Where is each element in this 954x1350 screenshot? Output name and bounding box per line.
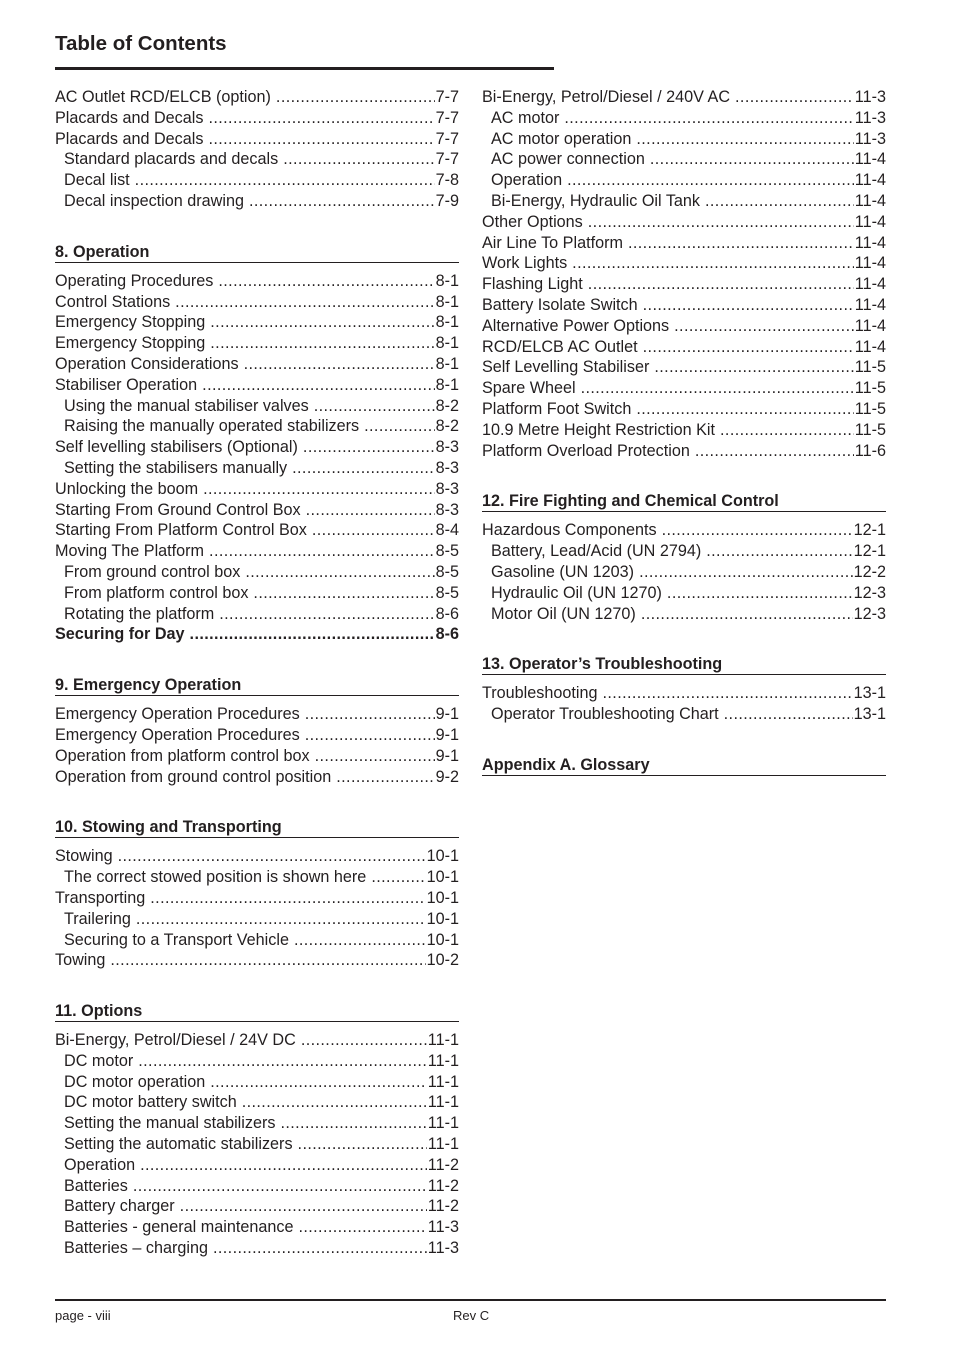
toc-entry[interactable]: [482, 378, 886, 399]
dot-leader: [301, 1030, 427, 1051]
footer-revision: Rev C: [453, 1308, 490, 1323]
dot-leader: [219, 604, 434, 625]
toc-entry-label: Alternative Power Options: [482, 316, 670, 335]
dot-leader: [667, 583, 853, 604]
toc-entry[interactable]: [55, 129, 459, 150]
toc-entry-label: AC Outlet RCD/ELCB (option): [55, 88, 271, 106]
dot-leader: [283, 149, 434, 170]
toc-entry[interactable]: [55, 479, 459, 500]
toc-entry-label: Decal list: [64, 171, 130, 190]
toc-entry[interactable]: [482, 683, 886, 704]
toc-entry-page: 11-4: [854, 337, 886, 356]
toc-entry[interactable]: [482, 170, 886, 191]
dot-leader: [110, 950, 425, 971]
toc-entry[interactable]: [55, 888, 459, 909]
toc-entry-page: 10-1: [426, 930, 459, 949]
dot-leader: [695, 441, 854, 462]
toc-entry-label: Emergency Operation Procedures: [55, 705, 300, 724]
dot-leader: [242, 1092, 427, 1113]
dot-leader: [202, 375, 434, 396]
toc-entry-page: 10-1: [426, 847, 459, 866]
toc-entry-label: Starting From Ground Control Box: [55, 500, 301, 519]
section-heading[interactable]: Appendix A. Glossary: [482, 755, 886, 776]
toc-entry-label: Rotating the platform: [64, 604, 215, 623]
toc-entry-page: 9-2: [435, 767, 459, 786]
toc-entry-label: Batteries - general maintenance: [64, 1218, 294, 1237]
dot-leader: [210, 312, 434, 333]
toc-entry[interactable]: [482, 337, 886, 358]
toc-entry[interactable]: [55, 1217, 459, 1238]
toc-entry[interactable]: [55, 624, 459, 645]
toc-entry-label: Bi-Energy, Hydraulic Oil Tank: [491, 191, 701, 210]
toc-entry-page: 9-1: [435, 705, 459, 724]
dot-leader: [253, 583, 434, 604]
page-title: Table of Contents: [55, 32, 227, 55]
dot-leader: [135, 170, 435, 191]
toc-entry[interactable]: [482, 253, 886, 274]
toc-entry-label: Placards and Decals: [55, 108, 204, 127]
toc-entry[interactable]: [482, 441, 886, 462]
dot-leader: [641, 604, 853, 625]
toc-entry-label: Operating Procedures: [55, 271, 214, 290]
toc-entry[interactable]: [55, 1155, 459, 1176]
toc-entry[interactable]: [55, 704, 459, 725]
toc-entry-page: 8-5: [435, 562, 459, 581]
toc-entry-label: Air Line To Platform: [482, 233, 623, 252]
footer-page-number: page - viii: [55, 1308, 111, 1323]
toc-entry-page: 12-3: [853, 583, 886, 602]
toc-entry[interactable]: [55, 520, 459, 541]
title-rule: [55, 67, 554, 70]
dot-leader: [706, 541, 852, 562]
toc-entry[interactable]: [55, 437, 459, 458]
toc-entry-page: 11-3: [854, 108, 886, 127]
toc-entry[interactable]: [482, 274, 886, 295]
toc-entry-label: Bi-Energy, Petrol/Diesel / 24V DC: [55, 1031, 296, 1050]
dot-leader: [588, 274, 854, 295]
toc-entry[interactable]: [55, 458, 459, 479]
toc-entry[interactable]: [55, 846, 459, 867]
section-heading[interactable]: 13. Operator’s Troubleshooting: [482, 654, 886, 675]
toc-entry-page: 8-1: [435, 375, 459, 394]
dot-leader: [210, 333, 434, 354]
dot-leader: [298, 1217, 426, 1238]
toc-entry-page: 8-3: [435, 500, 459, 519]
toc-entry[interactable]: [55, 396, 459, 417]
dot-leader: [140, 1155, 427, 1176]
dot-leader: [628, 233, 854, 254]
toc-entry[interactable]: [55, 333, 459, 354]
toc-entry-label: Platform Foot Switch: [482, 399, 632, 418]
toc-entry-page: 11-1: [427, 1135, 459, 1154]
section-heading[interactable]: 9. Emergency Operation: [55, 675, 459, 696]
toc-entry-label: Operation from ground control position: [55, 767, 332, 786]
toc-entry[interactable]: [482, 704, 886, 725]
dot-leader: [581, 378, 854, 399]
toc-entry-label: Battery charger: [64, 1197, 175, 1216]
toc-entry-label: Batteries – charging: [64, 1239, 208, 1258]
toc-entry-page: 11-4: [854, 212, 886, 231]
toc-entry-label: Emergency Stopping: [55, 334, 206, 353]
toc-entry[interactable]: [55, 375, 459, 396]
toc-entry-label: Self levelling stabilisers (Optional): [55, 438, 298, 457]
toc-entry-page: 11-3: [854, 129, 886, 148]
dot-leader: [314, 396, 435, 417]
toc-entry-label: Gasoline (UN 1203): [491, 562, 635, 581]
toc-entry-label: Starting From Platform Control Box: [55, 521, 307, 540]
section-heading[interactable]: 10. Stowing and Transporting: [55, 817, 459, 838]
toc-entry[interactable]: [482, 108, 886, 129]
toc-entry-page: 10-1: [426, 868, 459, 887]
toc-entry-page: 11-4: [854, 233, 886, 252]
toc-entry-label: Emergency Operation Procedures: [55, 725, 300, 744]
dot-leader: [636, 129, 853, 150]
dot-leader: [210, 1072, 427, 1093]
dot-leader: [306, 500, 435, 521]
toc-entry-page: 8-6: [435, 604, 459, 623]
toc-entry[interactable]: [55, 604, 459, 625]
toc-entry-label: The correct stowed position is shown here: [64, 868, 367, 887]
toc-entry-label: Stabiliser Operation: [55, 375, 198, 394]
toc-entry-page: 7-8: [435, 171, 459, 190]
toc-entry-label: Operation Considerations: [55, 354, 239, 373]
toc-entry-label: DC motor: [64, 1051, 134, 1070]
toc-entry[interactable]: [482, 357, 886, 378]
toc-entry[interactable]: [55, 108, 459, 129]
toc-entry-label: Hazardous Components: [482, 521, 657, 540]
toc-entry[interactable]: [55, 930, 459, 951]
dot-leader: [303, 437, 435, 458]
toc-entry-page: 11-4: [854, 275, 886, 294]
toc-entry[interactable]: [55, 1072, 459, 1093]
dot-leader: [371, 867, 425, 888]
toc-entry[interactable]: [55, 1113, 459, 1134]
dot-leader: [218, 271, 434, 292]
toc-entry-page: 11-4: [854, 150, 886, 169]
toc-entry-label: Operation: [64, 1155, 136, 1174]
dot-leader: [636, 399, 853, 420]
toc-entry[interactable]: [55, 583, 459, 604]
toc-entry[interactable]: [482, 316, 886, 337]
toc-entry-page: 7-7: [435, 150, 459, 169]
toc-entry[interactable]: [55, 1092, 459, 1113]
dot-leader: [280, 1113, 426, 1134]
dot-leader: [276, 87, 435, 108]
toc-entry-page: 12-1: [853, 542, 886, 561]
toc-entry-label: Trailering: [64, 909, 131, 928]
toc-entry-page: 8-1: [435, 334, 459, 353]
toc-entry-page: 12-2: [853, 562, 886, 581]
toc-entry-page: 8-2: [435, 396, 459, 415]
toc-entry-label: Battery, Lead/Acid (UN 2794): [491, 542, 702, 561]
toc-entry-page: 11-6: [854, 441, 886, 460]
toc-entry-page: 11-3: [427, 1239, 459, 1258]
dot-leader: [118, 846, 426, 867]
toc-entry[interactable]: [55, 354, 459, 375]
dot-leader: [208, 108, 434, 129]
toc-entry[interactable]: [482, 420, 886, 441]
dot-leader: [364, 416, 434, 437]
toc-entry-page: 11-1: [427, 1072, 459, 1091]
toc-entry-label: Operator Troubleshooting Chart: [491, 705, 719, 724]
dot-leader: [674, 316, 854, 337]
dot-leader: [315, 746, 435, 767]
dot-leader: [245, 562, 434, 583]
toc-entry-label: Troubleshooting: [482, 684, 598, 703]
toc-entry-label: Flashing Light: [482, 275, 583, 294]
toc-entry[interactable]: [482, 541, 886, 562]
dot-leader: [175, 292, 434, 313]
toc-entry[interactable]: [55, 1176, 459, 1197]
toc-entry-page: 10-1: [426, 909, 459, 928]
toc-entry-page: 8-6: [435, 625, 459, 644]
toc-entry-label: Self Levelling Stabiliser: [482, 358, 650, 377]
toc-entry-label: Platform Overload Protection: [482, 441, 690, 460]
toc-entry[interactable]: [55, 500, 459, 521]
toc-entry-label: Unlocking the boom: [55, 479, 199, 498]
toc-entry[interactable]: [482, 520, 886, 541]
toc-entry[interactable]: [55, 1030, 459, 1051]
toc-entry-page: 11-5: [854, 379, 886, 398]
toc-entry-page: 11-1: [427, 1093, 459, 1112]
dot-leader: [643, 295, 854, 316]
dot-leader: [208, 129, 434, 150]
toc-entry-page: 8-5: [435, 542, 459, 561]
toc-entry[interactable]: [55, 725, 459, 746]
toc-entry[interactable]: [482, 87, 886, 108]
toc-entry-label: Moving The Platform: [55, 542, 205, 561]
toc-entry-page: 8-1: [435, 292, 459, 311]
dot-leader: [312, 520, 435, 541]
toc-entry-page: 7-9: [435, 191, 459, 210]
toc-entry-label: AC motor: [491, 108, 560, 127]
toc-entry-page: 7-7: [435, 108, 459, 127]
dot-leader: [305, 725, 435, 746]
dot-leader: [639, 562, 853, 583]
toc-entry-page: 8-5: [435, 583, 459, 602]
toc-entry-page: 11-4: [854, 191, 886, 210]
dot-leader: [305, 704, 435, 725]
toc-entry[interactable]: [55, 909, 459, 930]
toc-left-column: [55, 87, 459, 1259]
toc-entry[interactable]: [482, 399, 886, 420]
toc-entry-page: 11-2: [427, 1155, 459, 1174]
toc-entry-page: 8-3: [435, 438, 459, 457]
toc-entry-label: Decal inspection drawing: [64, 191, 244, 210]
toc-entry-page: 11-4: [854, 254, 886, 273]
toc-entry[interactable]: [482, 604, 886, 625]
dot-leader: [213, 1238, 427, 1259]
toc-entry-page: 7-7: [435, 129, 459, 148]
toc-entry[interactable]: [482, 212, 886, 233]
toc-entry-label: Setting the manual stabilizers: [64, 1114, 276, 1133]
dot-leader: [294, 930, 426, 951]
toc-entry-page: 8-3: [435, 458, 459, 477]
dot-leader: [298, 1134, 427, 1155]
toc-entry-page: 8-1: [435, 271, 459, 290]
dot-leader: [720, 420, 854, 441]
dot-leader: [705, 191, 854, 212]
toc-entry[interactable]: [55, 271, 459, 292]
toc-entry[interactable]: [55, 767, 459, 788]
toc-entry-page: 11-3: [854, 88, 886, 106]
toc-entry-label: DC motor battery switch: [64, 1093, 237, 1112]
toc-entry[interactable]: [55, 1238, 459, 1259]
dot-leader: [735, 87, 854, 108]
toc-entry-page: 11-4: [854, 316, 886, 335]
toc-entry[interactable]: [55, 562, 459, 583]
dot-leader: [564, 108, 853, 129]
toc-entry-label: Setting the stabilisers manually: [64, 458, 288, 477]
toc-entry-label: Towing: [55, 951, 106, 970]
toc-entry-page: 11-5: [854, 358, 886, 377]
toc-entry-label: From platform control box: [64, 583, 249, 602]
toc-entry[interactable]: [55, 1196, 459, 1217]
toc-entry-label: Securing for Day: [55, 625, 185, 644]
toc-entry-label: AC power connection: [491, 150, 645, 169]
toc-entry-page: 11-1: [427, 1114, 459, 1133]
toc-entry-page: 11-4: [854, 171, 886, 190]
toc-entry-label: Stowing: [55, 847, 113, 866]
toc-entry-page: 11-5: [854, 399, 886, 418]
toc-entry-page: 10-2: [426, 951, 459, 970]
toc-entry-label: Setting the automatic stabilizers: [64, 1135, 293, 1154]
dot-leader: [136, 909, 426, 930]
toc-entry-page: 10-1: [426, 888, 459, 907]
toc-entry-label: Operation from platform control box: [55, 746, 310, 765]
toc-entry-label: Raising the manually operated stabilizers: [64, 417, 360, 436]
dot-leader: [603, 683, 853, 704]
dot-leader: [209, 541, 435, 562]
toc-entry-page: 12-1: [853, 521, 886, 540]
dot-leader: [572, 253, 854, 274]
dot-leader: [244, 354, 435, 375]
toc-entry-page: 8-3: [435, 479, 459, 498]
toc-entry[interactable]: [55, 1051, 459, 1072]
dot-leader: [138, 1051, 427, 1072]
toc-entry-page: 8-2: [435, 417, 459, 436]
toc-entry-page: 13-1: [853, 684, 886, 703]
toc-entry-label: Motor Oil (UN 1270): [491, 604, 636, 623]
toc-entry-page: 11-5: [854, 420, 886, 439]
toc-entry-label: Work Lights: [482, 254, 568, 273]
toc-entry[interactable]: [55, 292, 459, 313]
toc-entry[interactable]: [55, 312, 459, 333]
toc-entry-label: Batteries: [64, 1176, 128, 1195]
toc-entry-page: 11-1: [427, 1031, 459, 1050]
dot-leader: [567, 170, 854, 191]
toc-entry-label: AC motor operation: [491, 129, 632, 148]
toc-entry-page: 11-1: [427, 1051, 459, 1070]
toc-entry-label: From ground control box: [64, 562, 241, 581]
dot-leader: [662, 520, 853, 541]
toc-entry-label: Operation: [491, 171, 563, 190]
toc-entry[interactable]: [482, 233, 886, 254]
toc-entry-label: Using the manual stabiliser valves: [64, 396, 309, 415]
toc-entry[interactable]: [482, 149, 886, 170]
toc-entry-label: Other Options: [482, 212, 583, 231]
toc-entry[interactable]: [482, 583, 886, 604]
toc-entry-page: 13-1: [853, 705, 886, 724]
toc-entry[interactable]: [482, 562, 886, 583]
dot-leader: [190, 624, 435, 645]
toc-entry-label: Spare Wheel: [482, 379, 576, 398]
toc-entry-page: 11-4: [854, 295, 886, 314]
toc-entry-label: Emergency Stopping: [55, 313, 206, 332]
footer-rule: [55, 1299, 886, 1301]
toc-entry-label: 10.9 Metre Height Restriction Kit: [482, 420, 716, 439]
toc-entry-label: Securing to a Transport Vehicle: [64, 930, 289, 949]
toc-entry-page: 8-1: [435, 354, 459, 373]
section-heading[interactable]: 11. Options: [55, 1001, 459, 1022]
toc-entry[interactable]: [55, 87, 459, 108]
section-heading[interactable]: 8. Operation: [55, 242, 459, 263]
toc-entry[interactable]: [482, 129, 886, 150]
toc-entry-label: Battery Isolate Switch: [482, 295, 638, 314]
toc-entry[interactable]: [55, 191, 459, 212]
toc-entry[interactable]: [55, 149, 459, 170]
dot-leader: [724, 704, 853, 725]
dot-leader: [203, 479, 435, 500]
toc-entry-label: Placards and Decals: [55, 129, 204, 148]
toc-entry[interactable]: [482, 295, 886, 316]
toc-entry-label: Control Stations: [55, 292, 171, 311]
dot-leader: [588, 212, 854, 233]
toc-entry-label: Bi-Energy, Petrol/Diesel / 240V AC: [482, 88, 731, 106]
toc-entry-label: DC motor operation: [64, 1072, 206, 1091]
toc-entry-page: 9-1: [435, 746, 459, 765]
toc-entry-page: 11-2: [427, 1197, 459, 1216]
toc-entry-page: 11-2: [427, 1176, 459, 1195]
toc-entry[interactable]: [55, 170, 459, 191]
toc-right-column: [482, 87, 886, 784]
dot-leader: [643, 337, 854, 358]
toc-entry-page: 11-3: [427, 1218, 459, 1237]
toc-entry-page: 7-7: [435, 88, 459, 106]
toc-entry-page: 12-3: [853, 604, 886, 623]
toc-entry-label: Hydraulic Oil (UN 1270): [491, 583, 662, 602]
dot-leader: [180, 1196, 427, 1217]
toc-entry[interactable]: [482, 191, 886, 212]
dot-leader: [654, 357, 853, 378]
toc-entry-label: Standard placards and decals: [64, 150, 279, 169]
toc-entry[interactable]: [55, 867, 459, 888]
toc-entry-page: 8-1: [435, 313, 459, 332]
toc-entry[interactable]: [55, 746, 459, 767]
dot-leader: [150, 888, 425, 909]
toc-entry-page: 9-1: [435, 725, 459, 744]
dot-leader: [650, 149, 854, 170]
toc-entry[interactable]: [55, 950, 459, 971]
dot-leader: [133, 1176, 427, 1197]
toc-entry-page: 8-4: [435, 521, 459, 540]
dot-leader: [292, 458, 434, 479]
toc-entry-label: Transporting: [55, 888, 146, 907]
dot-leader: [249, 191, 435, 212]
toc-entry-label: RCD/ELCB AC Outlet: [482, 337, 638, 356]
dot-leader: [336, 767, 434, 788]
toc-entry[interactable]: [55, 541, 459, 562]
toc-entry[interactable]: [55, 416, 459, 437]
toc-entry[interactable]: [55, 1134, 459, 1155]
section-heading[interactable]: 12. Fire Fighting and Chemical Control: [482, 491, 886, 512]
